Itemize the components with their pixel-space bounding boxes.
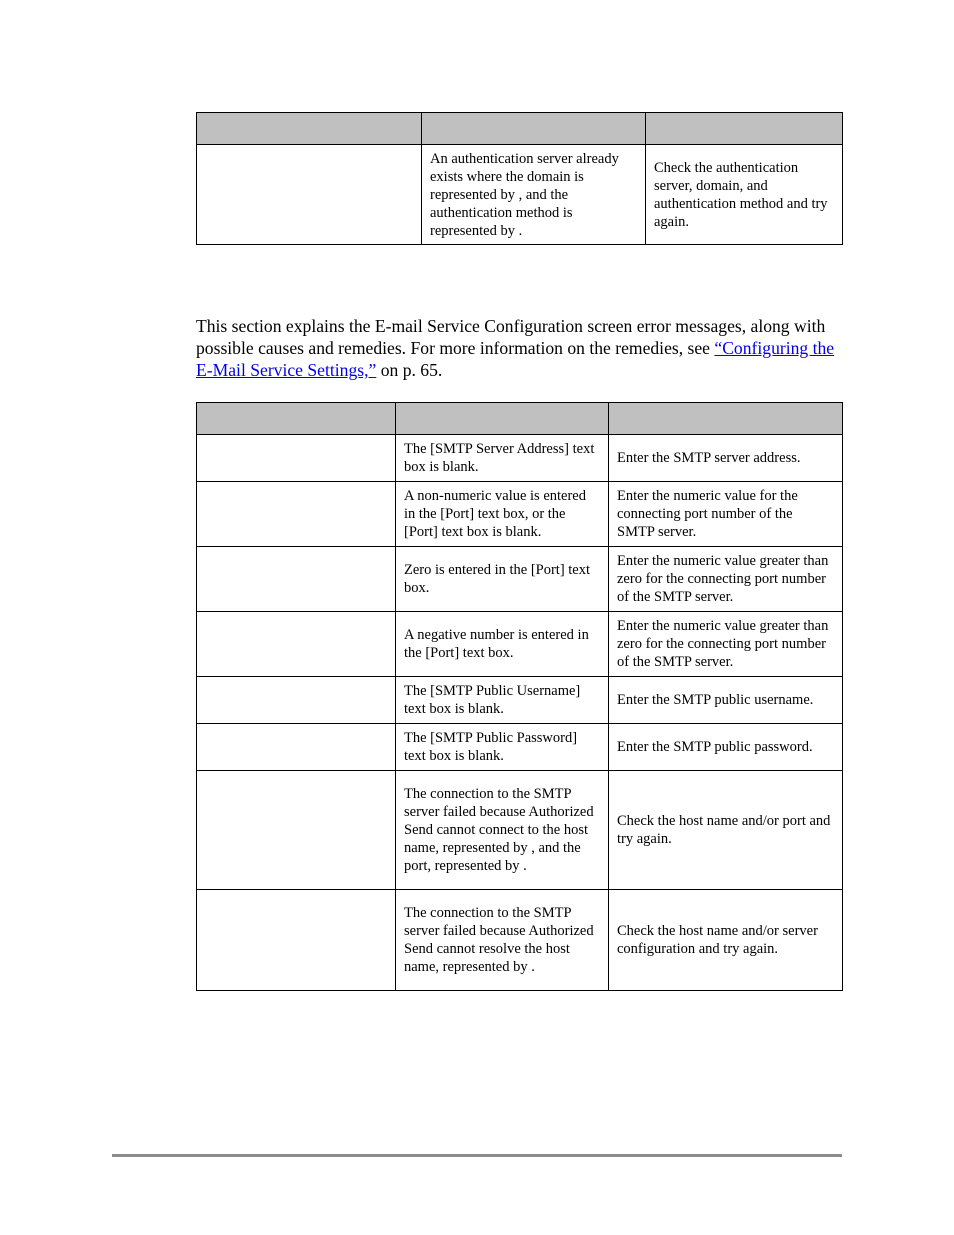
remedy-cell: Enter the numeric value greater than zero for the connecting port number of the SMTP server. <box>609 547 843 612</box>
message-cell <box>197 612 396 677</box>
header-cell-cause <box>422 113 646 145</box>
remedy-cell: Enter the numeric value greater than zero for the connecting port number of the SMTP server. <box>609 612 843 677</box>
cause-cell: The [SMTP Server Address] text box is blank. <box>396 435 609 482</box>
header-cell-cause <box>396 403 609 435</box>
table-header-row <box>197 113 843 145</box>
message-cell <box>197 890 396 991</box>
header-cell-remedy <box>609 403 843 435</box>
message-cell <box>197 435 396 482</box>
header-cell-message <box>197 113 422 145</box>
authentication-error-table <box>196 112 843 245</box>
header-cell-remedy <box>646 113 843 145</box>
cause-cell: The [SMTP Public Password] text box is blank. <box>396 724 609 771</box>
message-cell <box>197 482 396 547</box>
remedy-cell: Check the authentication server, domain, and authentication method and try again. <box>646 145 843 245</box>
table-header-row <box>197 403 843 435</box>
section-intro-paragraph <box>196 315 846 381</box>
cause-cell: An authentication server already exists where the domain is represented by , and the authentication method is represented by . <box>422 145 646 245</box>
remedy-cell: Enter the numeric value for the connecting port number of the SMTP server. <box>609 482 843 547</box>
intro-page-reference: on p. 65. <box>376 360 443 380</box>
message-cell <box>197 771 396 890</box>
table-row <box>197 482 843 547</box>
intro-text: This section explains the E-mail Service Configuration screen error messages, along with possible causes and remedies. For more information on the remedies, see <box>196 316 826 358</box>
remedy-cell: Enter the SMTP public password. <box>609 724 843 771</box>
table-row <box>197 612 843 677</box>
cause-cell: The connection to the SMTP server failed because Authorized Send cannot resolve the host name, represented by . <box>396 890 609 991</box>
email-service-error-table <box>196 402 843 991</box>
configuring-email-settings-link[interactable]: “Configuring the E-Mail Service Settings,” <box>196 338 835 380</box>
remedy-cell: Enter the SMTP server address. <box>609 435 843 482</box>
message-cell <box>197 145 422 245</box>
table-row <box>197 724 843 771</box>
table-row <box>197 145 843 245</box>
message-cell <box>197 724 396 771</box>
cause-cell: The connection to the SMTP server failed because Authorized Send cannot connect to the host name, represented by , and the port, represented by . <box>396 771 609 890</box>
cause-cell: Zero is entered in the [Port] text box. <box>396 547 609 612</box>
cause-cell: A negative number is entered in the [Port] text box. <box>396 612 609 677</box>
message-cell <box>197 677 396 724</box>
message-cell <box>197 547 396 612</box>
remedy-cell: Enter the SMTP public username. <box>609 677 843 724</box>
table-row <box>197 547 843 612</box>
remedy-cell: Check the host name and/or port and try again. <box>609 771 843 890</box>
remedy-cell: Check the host name and/or server configuration and try again. <box>609 890 843 991</box>
header-cell-message <box>197 403 396 435</box>
footer-divider <box>112 1154 842 1157</box>
table-row <box>197 677 843 724</box>
table-row <box>197 771 843 890</box>
table-row <box>197 435 843 482</box>
cause-cell: The [SMTP Public Username] text box is blank. <box>396 677 609 724</box>
cause-cell: A non-numeric value is entered in the [Port] text box, or the [Port] text box is blank. <box>396 482 609 547</box>
table-row <box>197 890 843 991</box>
